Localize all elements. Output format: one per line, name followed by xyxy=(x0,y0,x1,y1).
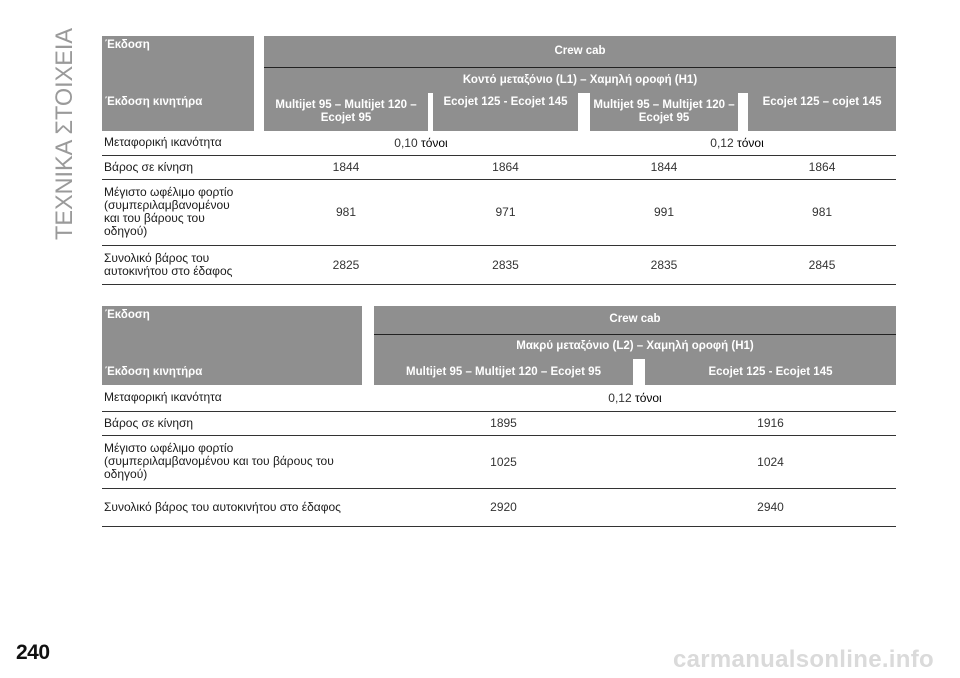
max-payload-value: 971 xyxy=(433,179,578,245)
header-engine-version: Έκδοση κινητήρα xyxy=(102,359,362,385)
header-engine-2: Ecojet 125 - Ecojet 145 xyxy=(433,93,578,131)
table-row xyxy=(102,385,896,411)
curb-value: 1844 xyxy=(590,155,738,179)
max-payload-value: 991 xyxy=(590,179,738,245)
curb-value: 1895 xyxy=(374,411,633,435)
max-payload-value: 1025 xyxy=(374,435,633,488)
gross-value: 2845 xyxy=(748,245,896,284)
table-row xyxy=(102,131,896,155)
header-subgroup: Κοντό μεταξόνιο (L1) – Χαμηλή οροφή (H1) xyxy=(264,67,896,93)
header-engine-1: Multijet 95 – Multijet 120 – Ecojet 95 xyxy=(374,359,633,385)
watermark: carmanualsonline.info xyxy=(672,646,934,673)
max-payload-value: 981 xyxy=(748,179,896,245)
gross-value: 2825 xyxy=(264,245,428,284)
gross-value: 2835 xyxy=(433,245,578,284)
header-version: Έκδοση xyxy=(102,306,362,359)
payload-value: 0,12 τόνοι xyxy=(374,385,896,411)
table-row xyxy=(102,411,896,435)
payload-value-b: 0,12 τόνοι xyxy=(578,131,896,155)
table-row xyxy=(102,435,896,488)
row-label-max-payload: Μέγιστο ωφέλιμο φορτίο (συμπεριλαμβανομένου και του βάρους του οδηγού) xyxy=(102,435,374,488)
curb-value: 1864 xyxy=(748,155,896,179)
gross-value: 2835 xyxy=(590,245,738,284)
curb-value: 1864 xyxy=(433,155,578,179)
header-engine-4: Ecojet 125 – cojet 145 xyxy=(748,93,896,131)
gross-value: 2920 xyxy=(374,488,633,526)
header-engine-3: Multijet 95 – Multijet 120 – Ecojet 95 xyxy=(590,93,738,131)
section-title-vertical: ΤΕΧΝΙΚΑ ΣΤΟΙΧΕΙΑ xyxy=(51,18,78,240)
row-label-max-payload: Μέγιστο ωφέλιμο φορτίο (συμπεριλαμβανομένου και του βάρους του οδηγού) xyxy=(102,179,264,245)
specs-table-short-wheelbase xyxy=(102,36,896,285)
table-row xyxy=(102,155,896,179)
row-label-curb: Βάρος σε κίνηση xyxy=(102,155,264,179)
header-group: Crew cab xyxy=(374,306,896,334)
specs-table-long-wheelbase xyxy=(102,306,896,527)
header-engine-2: Ecojet 125 - Ecojet 145 xyxy=(645,359,896,385)
row-label-curb: Βάρος σε κίνηση xyxy=(102,411,374,435)
row-label-payload: Μεταφορική ικανότητα xyxy=(102,131,264,155)
table-row xyxy=(102,245,896,284)
row-label-gross: Συνολικό βάρος του αυτοκινήτου στο έδαφος xyxy=(102,488,374,526)
payload-value-a: 0,10 τόνοι xyxy=(264,131,578,155)
gross-value: 2940 xyxy=(645,488,896,526)
section-side-title xyxy=(0,0,84,248)
header-engine-1: Multijet 95 – Multijet 120 – Ecojet 95 xyxy=(264,93,428,131)
header-group: Crew cab xyxy=(264,36,896,67)
table-row xyxy=(102,179,896,245)
curb-value: 1844 xyxy=(264,155,428,179)
header-subgroup: Μακρύ μεταξόνιο (L2) – Χαμηλή οροφή (H1) xyxy=(374,334,896,359)
header-engine-version: Έκδοση κινητήρα xyxy=(102,93,254,131)
table-row xyxy=(102,488,896,526)
curb-value: 1916 xyxy=(645,411,896,435)
max-payload-value: 981 xyxy=(264,179,428,245)
row-label-gross: Συνολικό βάρος του αυτοκινήτου στο έδαφος xyxy=(102,245,264,284)
max-payload-value: 1024 xyxy=(645,435,896,488)
header-version: Έκδοση xyxy=(102,36,254,93)
page-number: 240 xyxy=(16,641,50,664)
row-label-payload: Μεταφορική ικανότητα xyxy=(102,385,374,411)
